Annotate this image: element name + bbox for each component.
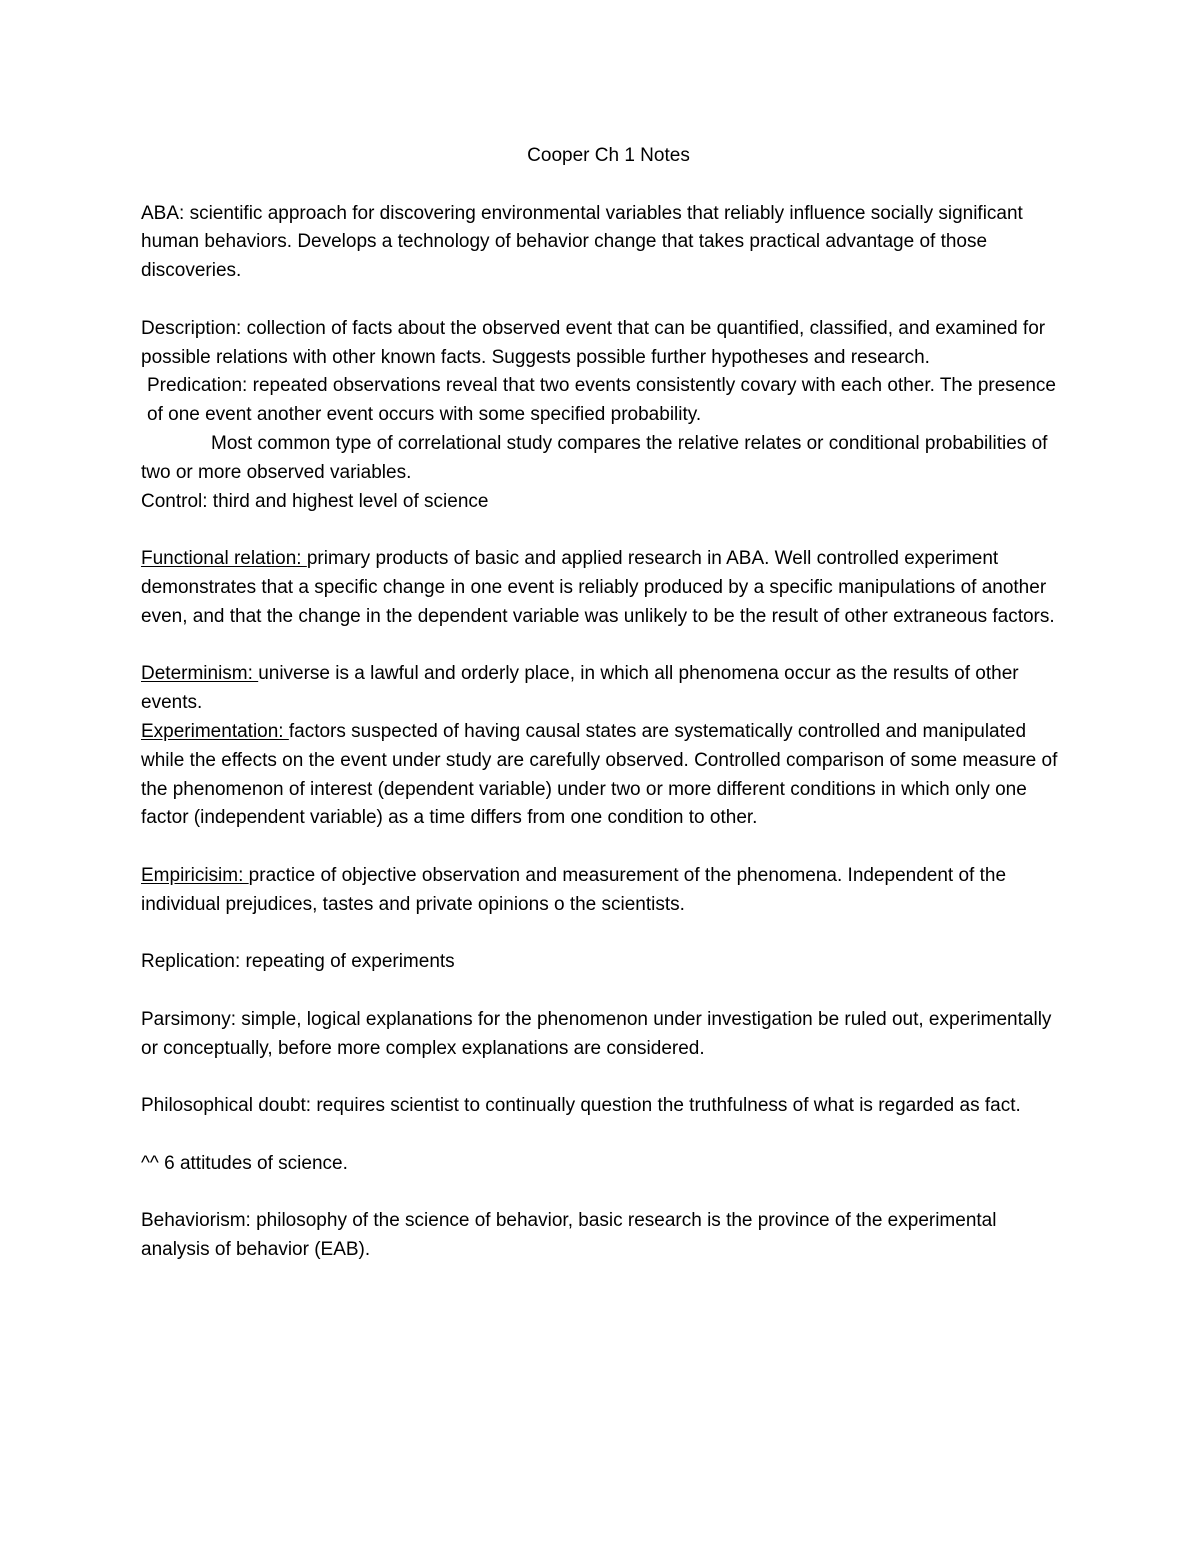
experimentation-term: Experimentation:: [141, 720, 289, 742]
spacer: [141, 632, 1066, 661]
description-definition: Description: collection of facts about the observed event that can be quantified, classified, and examined for possible relations with other known facts. Suggests possible further hypotheses and research.: [141, 317, 1046, 368]
replication-definition: Replication: repeating of experiments: [141, 951, 455, 973]
spacer: [141, 1121, 1066, 1150]
spacer: [141, 977, 1066, 1006]
philosophical-doubt-definition: Philosophical doubt: requires scientist to continually question the truthfulness of what is regarded as fact.: [141, 1095, 1021, 1117]
determinism-term: Determinism:: [141, 663, 259, 685]
determinism-text: universe is a lawful and orderly place, in which all phenomena occur as the results of other events.: [141, 663, 1019, 714]
spacer: [141, 286, 1066, 315]
behaviorism-definition: Behaviorism: philosophy of the science of behavior, basic research is the province of the experimental analysis of behavior (EAB).: [141, 1210, 997, 1261]
empiricism-definition: [141, 862, 1066, 920]
experimentation-definition: [141, 718, 1066, 833]
functional-relation-text: primary products of basic and applied research in ABA. Well controlled experiment demonstrates that a specific change in one event is reliably produced by a specific manipulations of another even, and that the change in the dependent variable was unlikely to be the result of other extraneous factors.: [141, 548, 1055, 627]
attitudes-note: ^^ 6 attitudes of science.: [141, 1152, 348, 1174]
spacer: [141, 171, 1066, 200]
functional-relation-term: Functional relation:: [141, 548, 307, 570]
determinism-definition: [141, 660, 1066, 718]
empiricism-term: Empiricisim:: [141, 864, 249, 886]
functional-relation-definition: [141, 545, 1066, 631]
control-definition: Control: third and highest level of science: [141, 490, 489, 512]
spacer: [141, 920, 1066, 949]
spacer: [141, 516, 1066, 545]
empiricism-text: practice of objective observation and measurement of the phenomena. Independent of the individual prejudices, tastes and private opinions o the scientists.: [141, 864, 1007, 915]
correlational-note: Most common type of correlational study compares the relative relates or conditional probabilities of two or more observed variables.: [141, 432, 1048, 483]
spacer: [141, 1179, 1066, 1208]
aba-definition: ABA: scientific approach for discovering environmental variables that reliably influence socially significant human behaviors. Develops a technology of behavior change that takes practical advantage of those discoveries.: [141, 202, 1023, 282]
document-body: [141, 142, 1066, 1265]
spacer: [141, 1064, 1066, 1093]
experimentation-text: factors suspected of having causal states are systematically controlled and manipulated while the effects on the event under study are carefully observed. Controlled comparison of some measure of the phenomenon of interest (dependent variable) under two or more different conditions in which only one factor (independent variable) as a time differs from one condition to other.: [141, 720, 1058, 829]
spacer: [141, 833, 1066, 862]
predication-definition: Predication: repeated observations reveal that two events consistently covary with each other. The presence of one event another event occurs with some specified probability.: [147, 375, 1056, 426]
page-title: Cooper Ch 1 Notes: [527, 145, 690, 166]
parsimony-definition: Parsimony: simple, logical explanations for the phenomenon under investigation be ruled out, experimentally or conceptually, before more complex explanations are considered.: [141, 1008, 1052, 1059]
